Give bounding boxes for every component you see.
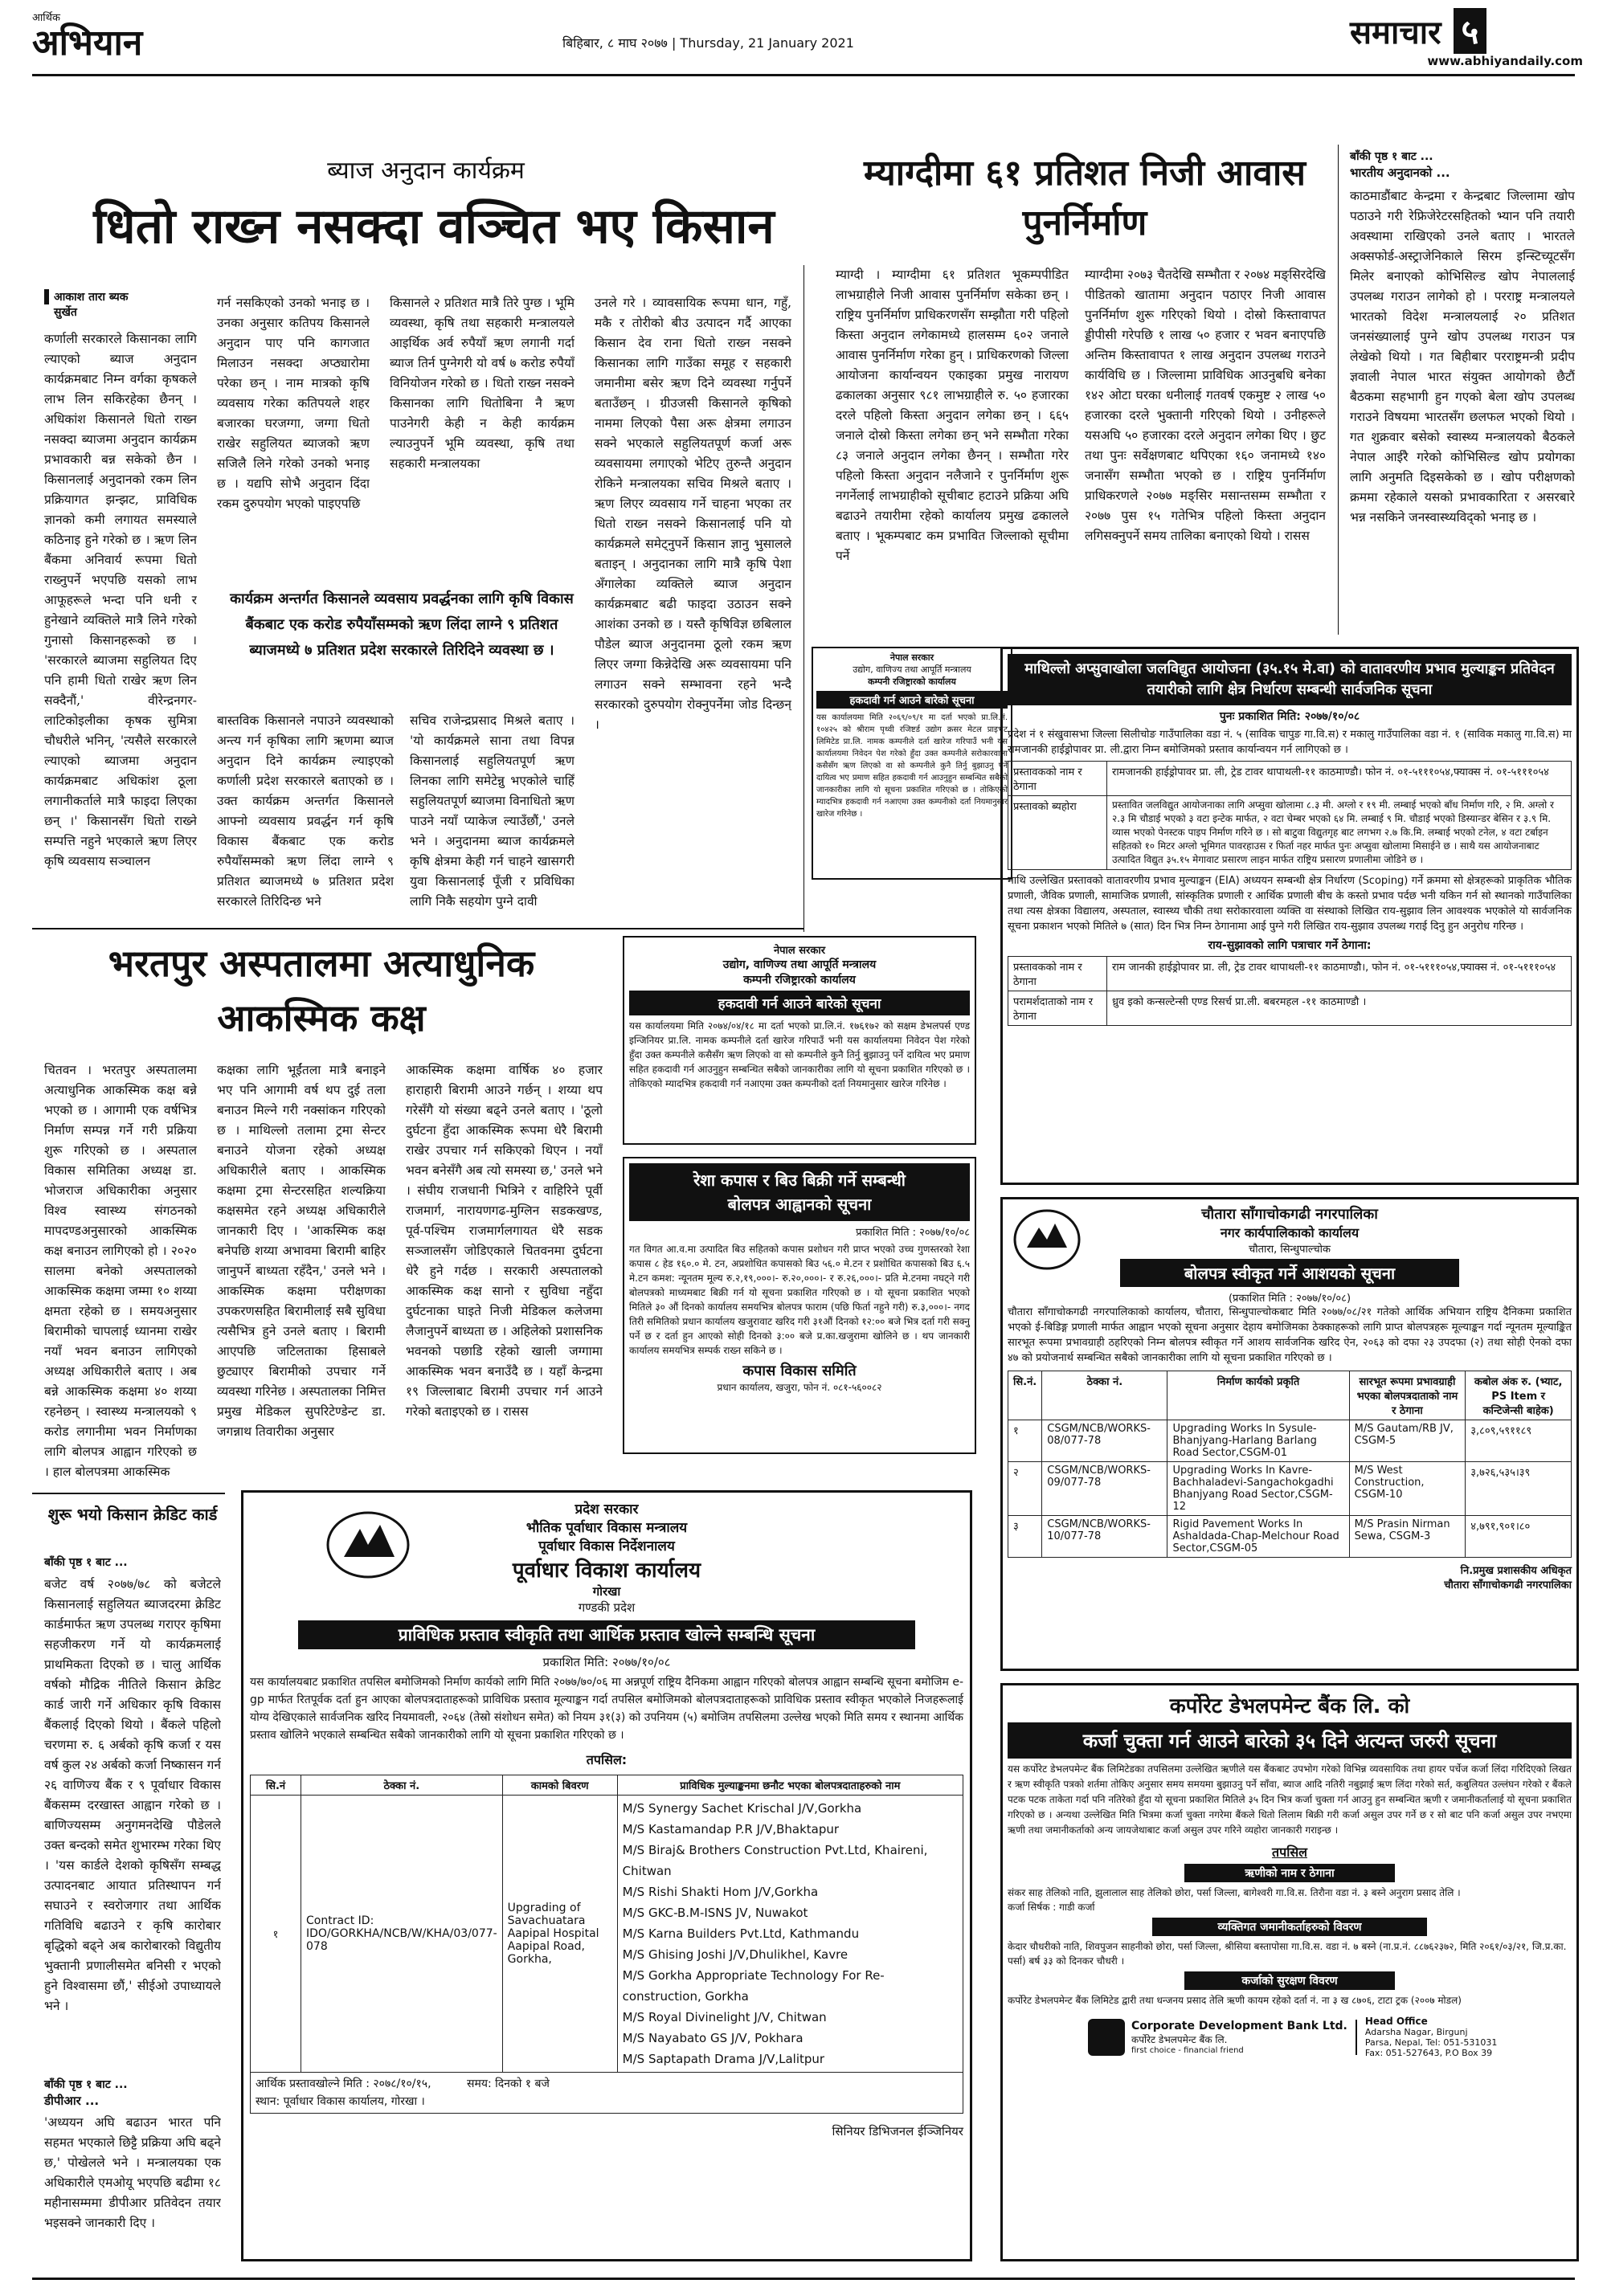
tapasil-label: तपसिल xyxy=(1271,1845,1308,1860)
notice-title: हकदावी गर्न आउने बारेको सूचना xyxy=(816,691,1008,709)
section-name: समाचार xyxy=(1350,14,1441,51)
office-addr: चौतारा, सिन्धुपाल्चोक xyxy=(1249,1244,1331,1256)
jump-label: बाँकी पृष्ठ १ बाट ... xyxy=(44,1556,128,1569)
logo-small: आर्थिक xyxy=(32,12,60,24)
office-label: कम्पनी रजिष्ट्रारको कार्यालय xyxy=(743,974,856,987)
cell: प्रस्तावित जलविद्युत आयोजनाका लागि अप्सुवा खोलामा ८.३ मी. अग्लो र १९ मी. लम्बाई भएको बाँध निर्माण गरि, २ मि. अग्लो र २.३ मि चौडाई भएको ३ वटा इन्टेक मार्फत, २ वटा चेम्बर भएको ६४ मि. लम्बाई ९ मि. चौडाई भएको डिस्यान्डर बेसिन र ३.९ मि. व्यास भएको पेनस्टक पाइप निर्माण गरिने छ । सो बाटुवा विद्युतगृह बाट लगभग २.७ कि.मि. लम्बाई भएको टनेल, ४ वटा टर्बाइन सहितको १० मिटर अग्लो भूमिगत पावरहाउस र फिर्ता नहर मार्फत पुनः अप्सुवा खोलामा मिसाईने छ । साथै यस आयोजनाबाट उत्पादित विद्युत ३५.१५ मेगावाट प्रसारण लाइन मार्फत राष्ट्रिय प्रसारण प्रणालीमा जोडिने छ । xyxy=(1107,796,1572,870)
cell: CSGM/NCB/WORKS-10/077-78 xyxy=(1042,1516,1167,1558)
col-header: कबोल अंक रु. (भ्याट, PS Item र कन्टिजेन्सी बाहेक) xyxy=(1466,1371,1572,1420)
col-header: सि.नं. xyxy=(1008,1371,1042,1420)
bidder: M/S Rishi Shakti Hom J/V,Gorkha xyxy=(622,1885,819,1899)
bidder: M/S GKC-B.M-ISNS JV, Nuwakot xyxy=(622,1906,808,1920)
eia-contact-table xyxy=(1008,956,1572,1026)
header-rule xyxy=(32,74,1575,76)
cell: २ xyxy=(1008,1462,1042,1516)
notice-company-registrar-1 xyxy=(812,647,1012,880)
section-header xyxy=(1350,8,1583,72)
cotton-body: गत विगत आ.व.मा उत्पादित बिउ सहितको कपास प्रशोधन गरी प्राप्त भएको उच्च गुणस्तरको रेशा कपास ८ हेड १६०.० मे. टन, अप्रशोधित कपासको बिउ ५६.० मे.टन र प्रशोधित कपासको बिउ ६.५ मे.टन कमश: न्यूनतम मूल्य रु.२,१९,०००।- रु.२०,०००।- र रु.२६,०००।- प्रति मे.टनमा नघट्ने गरी बोलपत्रको माध्यमबाट बिक्री गर्न यो सूचना प्रकाशित गरिएको छ । यो सूचना प्रकाशित भएको मितिले ३० औं दिनको कार्यालय समयभित्र बोलपत्र फाराम (पछि फिर्ता नहुने गरी) रु.३,०००।- नगद तिरी समितिको प्रधान कार्यालय खजुरावाट खरिद गरी ३१औं दिनको १२:०० बजे भित्र दर्ता गरी सक्नु पर्ने छ र दर्ता हुन आएको सोही दिनको ३:०० बजे प्र.का.खजुरामा खोलिने छ । थप जानकारी कार्यालय समयभित्र सम्पर्क राख्न सकिने छ । xyxy=(629,1244,970,1356)
cell: १ xyxy=(1008,1420,1042,1462)
bidder-table xyxy=(250,1775,963,2114)
col-header: ठेक्का नं. xyxy=(301,1775,503,1796)
story5-headline: भारतीय अनुदानको ... xyxy=(1350,165,1450,180)
story1-col1: कर्णाली सरकारले किसानका लागि ल्याएको ब्याज अनुदान कार्यक्रमबाट निम्न वर्गका कृषकले लाभ लिन सकिरहेका छैनन् । अधिकांश किसानले धितो राख्न नसक्दा ब्याजमा अनुदान कार्यक्रम प्रभावकारी बन्न सकेको छैन । किसानलाई अनुदानको रकम लिन प्रक्रियागत झन्झट, प्राविधिक ज्ञानको कमी लगायत समस्याले कठिनाइ हुने गरेको छ । ऋण लिन बैंकमा अनिवार्य रूपमा धितो राख्नुपर्ने भएपछि यसको लाभ आफूहरूले भन्दा पनि धनी र हुनेखाने व्यक्तिले मात्रै लिने गरेको गुनासो किसानहरूको छ । 'सरकारले ब्याजमा सहुलियत दिए पनि हामी धितो राखेर ऋण लिन सक्दैनौं,' वीरेन्द्रनगर-लाटिकोइलीका कृषक सुमित्रा चौधरीले भनिन्, 'त्यसैले सरकारले ल्याएको ब्याजमा अनुदान कार्यक्रमबाट अधिकांश ठूला लगानीकर्ताले मात्रै फाइदा लिएका छन् ।' किसानसँग धितो राख्ने सम्पत्ति नहुने भएकाले ऋण लिएर कृषि व्यवसाय सञ्चालन xyxy=(44,332,197,868)
cotton-title xyxy=(629,1163,970,1221)
section-text: कर्पोरेट डेभलपमेन्ट बैंक लिमिटेड द्वारी तथा धन्जनय प्रसाद तेलि ऋणी कायम रहेको दर्ता नं. ना ३ ख ८७०६, टाटा ट्रक (२००७ मोडल) xyxy=(1008,1995,1462,2006)
bidder: M/S Kastamandap P.R J/V,Bhaktapur xyxy=(622,1822,840,1836)
column-rule xyxy=(32,928,804,929)
notice-company-registrar-2 xyxy=(623,936,976,1145)
bank-title-2: कर्जा चुक्ता गर्न आउने बारेको ३५ दिने अत्यन्त जरुरी सूचना xyxy=(1008,1722,1572,1759)
masthead-logo xyxy=(32,10,241,66)
notice-body: चौतारा साँगाचोकगढी नगरपालिकाको कार्यालय, चौतारा, सिन्धुपाल्चोकबाट मिति २०७७/०८/२१ गतेको आर्थिक अभियान राष्ट्रिय दैनिकमा प्रकाशित भएको ई-बिडिङ्ग प्रणाली मार्फत आह्वान भएको सूचना अनुसार देहाय बमोजिमका ठेक्काहरूको लागि प्राप्त बोलपत्रहरू मूल्याङ्कन गर्दा न्यूनतम मूल्याङ्कित सारभूत रूपमा प्रभावग्राही ठहरिएको निम्न बोलपत्र स्वीकृत गर्ने आशय सार्वजनिक खरिद ऐन, २०६३ को दफा २३ उपदफा (२) तथा सोही ऐनको दफा ४७ को प्रयोजनार्थ सम्बन्धित सबैको जानकारीका लागि यो सूचना प्रकाशित गरिएको छ । xyxy=(1008,1306,1572,1364)
open-cell xyxy=(251,2073,963,2114)
signatory: सिनियर डिभिजनल ईञ्जिनियर xyxy=(832,2124,963,2139)
open-time: समय: दिनको १ बजे xyxy=(466,2077,550,2090)
notice-chautara xyxy=(1000,1197,1579,1671)
eia-intro: प्रदेश नं १ संखुवासभा जिल्ला सिलीचोङ गाउँपालिका वडा नं. ५ (साविक चापुङ गा.वि.स) र मकालु गाउँपालिका वडा नं. १ (साविक मकालु गा.वि.स) मा रामजानकी हाईड्रोपावर प्रा. ली.द्वारा निम्न बमोजिमको प्रस्ताव कार्यान्वयन गर्न लागिएको छ । xyxy=(1008,729,1572,756)
notice-cotton xyxy=(623,1157,976,1454)
emblem-icon xyxy=(1011,1207,1083,1272)
jump-label-2: बाँकी पृष्ठ १ बाट ... xyxy=(44,2078,128,2091)
story1-col3-lower: सचिव राजेन्द्रप्रसाद मिश्रले बताए । 'यो कार्यक्रमले साना तथा विपन्न किसानलाई सहुलियतपूर्ण ऋण लिनका लागि समेटेन्नु भएकोले चाहिँ सहुलियतपूर्ण ब्याजमा विनाधितो ऋण पाउने नयाँ प्याकेज ल्याउँछौं,' उनले भने । अनुदानमा ब्याज कार्यक्रमले कृषि क्षेत्रमा केही गर्न चाहने खासगरी युवा किसानलाई पूँजी र प्रविधिका लागि निकै सहयोग पुग्ने दावी xyxy=(410,713,575,909)
gov-label: नेपाल सरकार xyxy=(773,945,826,957)
section-bar: ऋणीको नाम र ठेगाना xyxy=(1184,1864,1395,1882)
section-text: संकर साह तेलिको नाति, झुलालाल साह तेलिको छोरा, पर्सा जिल्ला, बागेश्वरी गा.वि.स. तिरौना वडा नं. ३ बस्ने अनुराग प्रसाद तेलि । xyxy=(1008,1887,1461,1898)
directorate-label: पूर्वाधार विकास निर्देशनालय xyxy=(538,1538,675,1554)
col-header: सारभूत रूपमा प्रभावग्राही भएका बोलपत्रदाताको नाम र ठेगाना xyxy=(1349,1371,1466,1420)
bidder: M/S Saptapath Drama J/V,Lalitpur xyxy=(622,2052,825,2066)
notice-title: हकदावी गर्न आउने बारेको सूचना xyxy=(629,991,970,1015)
ministry-label: भौतिक पूर्वाधार विकास मन्त्रालय xyxy=(525,1520,688,1536)
notice-bank xyxy=(1000,1683,1579,2261)
province-label: गण्डकी प्रदेश xyxy=(578,1600,636,1615)
notice-title: प्राविधिक प्रस्ताव स्वीकृति तथा आर्थिक प्रस्ताव खोल्ने सम्बन्धि सूचना xyxy=(298,1620,915,1649)
gov-label: नेपाल सरकार xyxy=(889,652,934,663)
story3-col2: कक्षका लागि भूईंतला मात्रै बनाइने भए पनि आगामी वर्ष थप दुई तला बनाउन मिल्ने गरी नक्सांकन गरिएको छ । माथिल्लो तलामा ट्रमा सेन्टर बनाउने योजना रहेको अध्यक्ष अधिकारीले बताए । आकस्मिक कक्षमा ट्रमा सेन्टरसहित शल्यक्रिया कक्षसमेत रहने अध्यक्ष अधिकारीले जानकारी दिए । 'आकस्मिक कक्ष बनेपछि शय्या अभावमा बिरामी बाहिर जानुपर्ने बाध्यता रहँदैन,' उनले भने । आकस्मिक कक्षमा परीक्षणका उपकरणसहित बिरामीलाई सबै सुविधा त्यसैभित्र हुने उनले बताए । बिरामी आएपछि जटिलताका हिसाबले छुट्याएर बिरामीको उपचार गर्ने व्यवस्था गरिनेछ । अस्पतालका निमित्त प्रमुख मेडिकल सुपरिटेण्डेन्ट डा. जगन्नाथ तिवारीका अनुसार xyxy=(217,1063,386,1439)
cell: ३,७२६,५३५।३९ xyxy=(1466,1462,1572,1516)
cell: प्रस्तावकको नाम र ठेगाना xyxy=(1008,957,1107,991)
jump-label: बाँकी पृष्ठ १ बाट ... xyxy=(1350,150,1433,163)
cell: M/S Prasin Nirman Sewa, CSGM-3 xyxy=(1349,1516,1466,1558)
signatory-org: चौतारा साँगाचोकगढी नगरपालिका xyxy=(1444,1579,1572,1591)
table-row xyxy=(251,1796,963,2073)
col-header: प्राविधिक मुल्याङ्कनमा छनौट भएका बोलपत्रदाताहरुको नाम xyxy=(617,1775,963,1796)
byline-place: सुर्खेत xyxy=(54,306,77,319)
office-label: कम्पनी रजिष्ट्रारको कार्यालय xyxy=(868,676,956,687)
open-place: स्थान: पूर्वाधार विकास कार्यालय, गोरखा । xyxy=(256,2095,425,2108)
cell: ध्रुव इको कन्सल्टेन्सी एण्ड रिसर्च प्रा.ली. बबरमहल -११ काठमाण्डौ । xyxy=(1107,991,1572,1026)
table-row xyxy=(251,2073,963,2114)
bidder: M/S Gorkha Appropriate Technology For Re-construction, Gorkha xyxy=(622,1968,885,2004)
notice-eia xyxy=(1000,647,1579,1185)
story2-col1: म्याग्दी । म्याग्दीमा ६१ प्रतिशत भूकम्पपीडित लाभग्राहीले निजी आवास पुनर्निर्माण सकेका छन् । राष्ट्रिय पुनर्निर्माण प्राधिकरणसँग सम्झौता गरी पहिलो किस्ता अनुदान लगेकामध्ये हालसम्म ६०२ जनाले आवास पुनर्निर्माण गरेका हुन् । प्राधिकरणको जिल्ला आयोजना कार्यान्वयन एकाइका प्रमुख नारायण ढकालका अनुसार ९८१ लाभग्राहीले रु. ५० हजारका दरले पहिलो किस्ता अनुदान लगेका छन् । ६६५ जनाले दोस्रो किस्ता लगेका छन् भने सम्भौता गरेका ८३ जनाले अनुदान लगेका छैनन् । सम्भौता गरेर पहिलो किस्ता अनुदान नलैजाने र पुनर्निर्माण शुरू नगर्नेलाई लाभग्राहीको सूचीबाट हटाउने प्रक्रिया अघि बढाउने तयारीमा रहेको कार्यालय प्रमुख ढकालले बताए । भूकम्पबाट कम प्रभावित जिल्लाको सूचीमा पर्ने xyxy=(836,268,1069,563)
notice-date: प्रकाशित मिति: २०७७/१०/०८ xyxy=(542,1655,671,1669)
cell: Upgrading Works In Sysule-Bhanjyang-Harlang Barlang Road Sector,CSGM-01 xyxy=(1167,1420,1349,1462)
bank-logo-icon xyxy=(1088,2019,1125,2056)
notice-title: बोलपत्र स्वीकृत गर्ने आशयको सूचना xyxy=(1120,1259,1459,1287)
pull-quote: कार्यक्रम अन्तर्गत किसानले व्यवसाय प्रवर्द्धनका लागि कृषि विकास बैंकबाट एक करोड रुपैयाँसम्मको ऋण लिंदा लाग्ने ९ प्रतिशत ब्याजमध्ये ७ प्रतिशत प्रदेश सरकारले तिरिदिने व्यवस्था छ । xyxy=(230,590,574,659)
cell: Rigid Pavement Works In Ashaldada-Chap-Melchour Road Sector,CSGM-05 xyxy=(1167,1516,1349,1558)
cell: ४,७९१,९०१।८० xyxy=(1466,1516,1572,1558)
cotton-date: प्रकाशित मिति : २०७७/१०/०८ xyxy=(856,1227,970,1239)
story2-headline: म्याग्दीमा ६१ प्रतिशत निजी आवास पुनर्निर्माण xyxy=(863,153,1306,243)
cell: Contract ID: IDO/GORKHA/NCB/W/KHA/03/077-078 xyxy=(301,1796,503,2073)
cell: ३ xyxy=(1008,1516,1042,1558)
section-bar: व्यक्तिगत जमानीकर्ताहरुको विवरण xyxy=(1152,1918,1427,1936)
bidder: M/S Karna Builders Pvt.Ltd, Kathmandu xyxy=(622,1926,860,1941)
story-kicker: ब्याज अनुदान कार्यक्रम xyxy=(327,157,525,185)
col-header: निर्माण कार्यको प्रकृति xyxy=(1167,1371,1349,1420)
table-row xyxy=(1008,1516,1572,1558)
footer-rule xyxy=(32,2278,1575,2280)
open-date: आर्थिक प्रस्तावखोल्ने मिति : २०७८/१०/१५, xyxy=(256,2077,431,2090)
story4-body: बजेट वर्ष २०७७/७८ को बजेटले किसानलाई सहुलियत ब्याजदरमा क्रेडिट कार्डमार्फत ऋण उपलब्ध गराएर कृषिमा सहजीकरण गर्ने यो कार्यक्रमलाई प्राथमिकता दिएको छ । चालु आर्थिक वर्षको मौद्रिक नीतिले किसान क्रेडिट कार्ड जारी गर्ने अधिकार कृषि विकास बैंकलाई दिएको थियो । बैंकले पहिलो चरणमा रु. ६ अर्बको कृषि कर्जा र यस वर्ष कुल २४ अर्बको कर्जा निष्कासन गर्न २६ वाणिज्य बैंक र ९ पूर्वाधार विकास बैंकसम्म दरखास्त आह्वान गरेको छ । बाणिज्यसम्म अनुगमनदेखि पौडेलले उक्त बन्दको समेत शुभारम्भ गरेका थिए । 'यस कार्डले देशको कृषिसँग सम्बद्ध उत्पादनबाट आयात प्रतिस्थापन गर्न सघाउने र स्वरोजगार तथा आर्थिक गतिविधि बढाउने र कृषि कारोबार बृद्धिको बढ्ने अब कारोबारको विद्युतीय भुक्तानी प्रणालीसमेत बनिसी र भएको हुने विश्वासमा छौं,' सीईओ उपाध्यायले भने । xyxy=(44,1577,221,2013)
section-text: कर्जा सिर्षक : गाडी कर्जा xyxy=(1008,1902,1095,1913)
signatory: नि.प्रमुख प्रशासकीय अधिकृत xyxy=(1460,1565,1572,1577)
cotton-title-1: रेशा कपास र बिउ बिक्री गर्ने सम्बन्धी xyxy=(693,1170,906,1190)
cell: M/S Gautam/RB JV, CSGM-5 xyxy=(1349,1420,1466,1462)
eia-title: माथिल्लो अप्सुवाखोला जलविद्युत आयोजना (३५.१५ मे.वा) को वातावरणीय प्रभाव मुल्याङ्कन प्रतिवेदन तयारीको लागि क्षेत्र निर्धारण सम्बन्धी सार्वजनिक सूचना xyxy=(1008,654,1572,705)
bidder: M/S Ghising Joshi J/V,Dhulikhel, Kavre xyxy=(622,1947,848,1962)
column-rule xyxy=(1338,145,1339,635)
cell: राम जानकी हाईड्रोपावर प्रा. ली, ट्रेड टावर थापाथली-११ काठमाण्डौ।, फोन नं. ०१-५१११०५४,फ्याक्स नं. ०१-५१११०५४ xyxy=(1107,957,1572,991)
notice-body: यस कार्यालयमा मिति २०६९/०९/१ मा दर्ता भएको प्रा.लि.नं. १०४२५ को श्रीराम पृथ्वी रजिष्टर्ड उद्योग क्रसर मेटल प्राइभेट लिमिटेड प्रा.लि. नामक कम्पनीले दर्ता खारेज गरिपाउँ भनी यस कार्यालयमा निवेदन पेश गरेको हुँदा उक्त कम्पनीले सरोकारवाला कसैसँग ऋण लिएको वा सो कम्पनीले कुनै तिर्नु बुझाउनु पर्ने दायित्व भए प्रमाण सहित हकदावी गर्न आउनुहुन सम्बन्धित सबैको जानकारीका लागि यो सूचना प्रकाशित गरिएको छ । तोकिएको म्यादभित्र हकदावी गर्न नआएमा उक्त कम्पनीको दर्ता नियमानुसार खारेज गरिनेछ । xyxy=(816,713,1008,819)
table-row xyxy=(1008,1462,1572,1516)
cell: रामजानकी हाईड्रोपावर प्रा. ली, ट्रेड टावर थापाथली-११ काठमाण्डौ। फोन नं. ०१-५१११०५४,फ्याक्स नं. ०१-५१११०५४ xyxy=(1107,762,1572,796)
eia-table xyxy=(1008,761,1572,870)
byline-name: आकाश तारा ब्यक xyxy=(44,289,197,304)
cotton-title-2: बोलपत्र आह्वानको सूचना xyxy=(727,1195,872,1214)
cotton-org: कपास विकास समिति xyxy=(742,1362,857,1379)
notice-date: (प्रकाशित मिति : २०७७/१०/०८) xyxy=(1228,1293,1351,1305)
section-text: केदार चौधरीको नाति, शिवपुजन साहनीको छोरा, पर्सा जिल्ला, श्रीसिया बस्तापोसा गा.वि.स. वडा नं. ७ बस्ने (ना.प्र.नं. ८८७६२३७२, मिति २०६१/०३/२१, जि.प्र.का. पर्सा) बर्ष ३३ को दिनकर चौधरी । xyxy=(1008,1941,1567,1967)
col-header: कामको बिवरण xyxy=(502,1775,617,1796)
cell: CSGM/NCB/WORKS-08/077-78 xyxy=(1042,1420,1167,1462)
column-rule xyxy=(32,1493,225,1494)
notice-body: यस कार्यालयबाट प्रकाशित तपसिल बमोजिमको निर्माण कार्यको लागि मिति २०७७/७०/०६ मा अन्नपूर्ण राष्ट्रिय दैनिकमा आह्वान गरिएको बोलपत्र आह्वान सम्बन्धि सूचना बमोजिम e-gp मार्फत रितपूर्वक दर्ता हुन आएका बोलपत्रदाताहरूको प्राविधिक प्रस्ताव मूल्याङ्कन गर्दा तपसिल बमोजिमको बोलपत्रदाताहरूको प्राविधिक प्रस्ताव स्वीकृत भएकोले निजहरूलाई योग्य देखिएकाले सार्वजनिक खरिद नियमावली, २०६४ (तेस्रो संशोधन समेत) को नियम ३१(३) को उपनियम (५) बमोजिम तपसिलमा उल्लेख भएको मिति समय र स्थानमा आर्थिक प्रस्ताव खोलिने भएकाले सम्बन्धित सबैको जानकारीको लागि यो सूचना प्रकाशित गरिएको छ । xyxy=(250,1676,963,1742)
story5-body: काठमाडौंबाट केन्द्रमा र केन्द्रबाट जिल्लामा खोप पठाउने गरी रेफ्रिजेरेटरसहितको भ्यान पनि तयारी अवस्थामा राखिएको उनले बताए । भारतले अक्सफोर्ड-अस्ट्राजेनिकाले सिरम इन्स्टिच्यूटसँग मिलेर बनाएको कोभिसिल्ड खोप नेपाललाई उपलब्ध गराउन लागेको हो । परराष्ट्र मन्त्रालयले भारतको विदेश मन्त्रालयलाई २० प्रतिशत जनसंख्यालाई पुग्ने खोप उपलब्ध गराउन पत्र लेखेको थियो । गत बिहीबार परराष्ट्रमन्त्री प्रदीप ज्ञवाली नेपाल भारत संयुक्त आयोगको छैटौं बैठकमा सहभागी हुन गएको बेला खोप उपलब्ध गराउने विषयमा भारतसँग छलफल भएको थियो । गत शुक्रवार बसेको स्वास्थ्य मन्त्रालयको बैठकले नेपाल आईरै गरेको कोभिसिल्ड खोप प्रयोगका लागि अनुमति दिइसकेको छ । खोप परीक्षणको क्रममा रहेकाले यसको प्रभावकारिता र असरबारे भन्न नसकिने जनस्वास्थ्यविद्को भनाइ छ । xyxy=(1350,189,1575,525)
cell: प्रस्तावकको नाम र ठेगाना xyxy=(1008,762,1107,796)
notice-body: यस कार्यालयमा मिति २०७४/०४/१८ मा दर्ता भएको प्रा.लि.नं. १७६१७२ को सक्षम डेभलपर्स एण्ड इन्जिनियर प्रा.लि. नामक कम्पनीले दर्ता खारेज गरिपाउँ भनी यस कार्यालयमा निवेदन पेश गरेको हुँदा उक्त कम्पनीले कसैसँग ऋण लिएको वा सो कम्पनीले कुनै तिर्नु बुझाउनु पर्ने दायित्व भए प्रमाण सहित हकदावी गर्न आउनुहुन सम्बन्धित सबैको जानकारीका लागि यो सूचना प्रकाशित गरिएको छ । तोकिएको म्यादभित्र हकदावी गर्न नआएमा उक्त कम्पनीको दर्ता नियमानुसार खारेज गरिनेछ । xyxy=(629,1020,970,1089)
bidder: M/S Synergy Sachet Krischal J/V,Gorkha xyxy=(622,1801,862,1816)
notice-gorkha xyxy=(241,1490,972,2261)
bank-logo-block xyxy=(1088,2016,1572,2058)
bank-name-en: Corporate Development Bank Ltd. xyxy=(1131,2019,1347,2032)
emblem-icon xyxy=(324,1509,412,1581)
story3-col1: चितवन । भरतपुर अस्पतालमा अत्याधुनिक आकस्मिक कक्ष बन्ने भएको छ । आगामी एक वर्षभित्र निर्माण सम्पन्न गर्ने गरी प्रक्रिया शुरू गरिएको छ । अस्पताल विकास समितिका अध्यक्ष डा. भोजराज अधिकारीका अनुसार विश्व स्वास्थ्य संगठनको मापदण्डअनुसारको आकस्मिक कक्ष बनाउन लागिएको हो । २०२० सालमा बनेको अस्पतालको आकस्मिक कक्षमा जम्मा १० शय्या क्षमता रहेको छ । समयअनुसार बिरामीको चापलाई ध्यानमा राखेर नयाँ भवन बनाउन लागिएको अध्यक्ष अधिकारीले बताए । अब बन्ने आकस्मिक कक्षमा ४० शय्या रहनेछन् । स्वास्थ्य मन्त्रालयको ९ करोड लगानीमा भवन निर्माणका लागि बोलपत्र आह्वान गरिएको छ । हाल बोलपत्रमा आकस्मिक xyxy=(44,1063,197,1479)
bank-name-np: कर्पोरेट डेभलपमेन्ट बैंक लि. xyxy=(1131,2033,1228,2045)
cell: Upgrading Works In Kavre-Bachhaladevi-Sangachokgadhi Bhanjyang Road Sector,CSGM-12 xyxy=(1167,1462,1349,1516)
eia-sub: राय-सुझावको लागि पत्राचार गर्ने ठेगाना: xyxy=(1208,939,1372,952)
bidder: M/S Nayabato GS J/V, Pokhara xyxy=(622,2031,804,2045)
byline xyxy=(44,289,197,320)
page-number: ५ xyxy=(1454,8,1487,54)
office-label: पूर्वाधार विकाश कार्यालय xyxy=(512,1559,701,1583)
gov-label: प्रदेश सरकार xyxy=(575,1501,639,1518)
story6-headline: डीपीआर ... xyxy=(44,2094,100,2108)
story3-col3: आकस्मिक कक्षमा वार्षिक ४० हजार हाराहारी बिरामी आउने गर्छन् । शय्या थप गरेसँगै यो संख्या बढ्ने उनले बताए । 'ठूलो दुर्घटना हुँदा आकस्मिक रूपमा धेरै बिरामी राखेर उपचार गर्न सकिएको थिएन । नयाँ भवन बनेसँगै अब त्यो समस्या छ,' उनले भने । संघीय राजधानी भित्रिने र वाहिरिने पूर्वी राजमार्ग, नारायणगढ-मुग्लिन सडकखण्ड, पूर्व-पश्चिम राजमार्गलगायत धेरै सडक सञ्जालसँग जोडिएकाले चितवनमा दुर्घटना धेरै हुने गर्दछ । सरकारी अस्पतालको आकस्मिक कक्ष सानो र सुविधा नहुँदा दुर्घटनाका घाइते निजी मेडिकल कलेजमा लैजानुपर्ने बाध्यता छ । अहिलेको प्रशासनिक भवनको पछाडि रहेको खाली जग्गामा आकस्मिक भवन बनाउँदै छ । यहाँ केन्द्रमा १९ जिल्लाबाट बिरामी उपचार गर्न आउने गरेको बताइएको छ । रासस xyxy=(406,1063,603,1419)
logo-text: अभियान xyxy=(32,22,143,63)
bidder: M/S Royal Divinelight J/V, Chitwan xyxy=(622,2010,827,2024)
story2-col2: म्याग्दीमा २०७३ चैतदेखि सम्भौता र २०७४ मङ्सिरदेखि पीडितको खातामा अनुदान पठाएर निजी आवास पुनर्निर्माण शुरू गरिएको थियो । दोस्रो किस्तावापत ड्डीपीसी गरेपछि १ लाख ५० हजार र भवन बनाएपछि अन्तिम किस्तावापत १ लाख अनुदान उपलब्ध गराउने कार्यविधि छ । जिल्लामा प्राविधिक आउनुबधि बनेका १४२ ओटा घरका धनीलाई गतवर्ष एकमुष्ट २ लाख ५० हजारका दरले भुक्तानी गरिएको थियो । उनीहरूले यसअघि ५० हजारका दरले अनुदान लगेका थिए । छुट तथा पुनः सर्वेक्षणबाट थपिएका १६० जनामध्ये १४० जनासँग सम्भौता भएको छ । राष्ट्रिय पुनर्निर्माण प्राधिकरणले २०७७ मङ्सिर मसान्तसम्म सम्भौता र २०७७ पुस १५ गतेभित्र पहिलो किस्ता अनुदान लगिसक्नुपर्ने समय तालिका बनाएको थियो । रासस xyxy=(1085,268,1326,543)
cell: प्रस्तावको ब्यहोरा xyxy=(1008,796,1107,870)
story1-col2-lower: बास्तविक किसानले नपाउने व्यवस्थाको अन्त्य गर्न कृषिका लागि ऋणमा ब्याज अनुदान दिने कार्यक्रम ल्याइएको कर्णाली प्रदेश सरकारले बताएको छ । उक्त कार्यक्रम अन्तर्गत किसानले आफ्नो व्यवसाय प्रवर्द्धन गर्न कृषि विकास बैंकबाट एक करोड रुपैयाँसम्मको ऋण लिंदा लाग्ने ९ प्रतिशत ब्याजमध्ये ७ प्रतिशत प्रदेश सरकारले तिरिदिन्छ भने xyxy=(217,713,394,909)
bank-office: Head Office xyxy=(1364,2016,1428,2027)
website: www.abhiyandaily.com xyxy=(1427,54,1583,68)
section-bar: कर्जाको सुरक्षण विवरण xyxy=(1184,1971,1395,1990)
cell: परामर्शदाताको नाम र ठेगाना xyxy=(1008,991,1107,1026)
tender-table xyxy=(1008,1371,1572,1558)
bank-tagline: first choice - financial friend xyxy=(1131,2045,1244,2055)
eia-body: माथि उल्लेखित प्रस्तावको वातावरणीय प्रभाव मुल्याङ्कन (EIA) अध्ययन सम्बन्धी क्षेत्र निर्धारण (Scoping) गर्ने क्रममा सो क्षेत्रहरूको प्राकृतिक भौतिक प्रणाली, जैविक प्रणाली, सामाजिक प्रणाली, सांस्कृतिक प्रणाली र आर्थिक प्रणाली बीच के कस्तो प्रभाव पर्दछ भनी यकिन गर्न सो स्थानको गाउँपालिका तथा त्यस क्षेत्रका विद्यालय, अस्पताल, स्वास्थ्य चौकी तथा सरोकारवाला व्यक्ति वा संस्थाको लिखित राय-सुझाव लिन आवश्यक भएकोले यो सार्वजनिक सूचना प्रकाशन भएको मितिले ७ (सात) दिन भित्र निम्न ठेगानामा आई पुग्ने गरी लिखित राय-सुझाव उपलब्ध गराई दिनु हुन अनुरोध गरिन्छ । xyxy=(1008,875,1572,933)
cell: CSGM/NCB/WORKS-09/077-78 xyxy=(1042,1462,1167,1516)
cell: १ xyxy=(251,1796,301,2073)
org-name: चौतारा साँगाचोकगढी नगरपालिका xyxy=(1201,1206,1378,1223)
cell: Upgrading of Savachuatara Aapipal Hospital Aapipal Road, Gorkha, xyxy=(502,1796,617,2073)
bank-title-1: कर्पोरेट डेभलपमेन्ट बैंक लि. को xyxy=(1169,1694,1410,1718)
office-name: नगर कार्यपालिकाको कार्यालय xyxy=(1220,1225,1360,1240)
bank-addr: Parsa, Nepal, Tel: 051-531031 xyxy=(1364,2037,1498,2048)
ministry-label: उद्योग, वाणिज्य तथा आपूर्ति मन्त्रालय xyxy=(853,664,971,675)
dateline: बिहिबार, ८ माघ २०७७ | Thursday, 21 January 2021 xyxy=(562,35,854,51)
district-label: गोरखा xyxy=(592,1584,621,1599)
cotton-addr: प्रधान कार्यालय, खजुरा, फोन नं. ०८१-५६००८२ xyxy=(717,1382,882,1393)
col-header: सि.नं xyxy=(251,1775,301,1796)
eia-date: पुनः प्रकाशित मिति: २०७७/१०/०८ xyxy=(1219,710,1360,723)
table-row xyxy=(1008,1420,1572,1462)
cell: M/S West Construction, CSGM-10 xyxy=(1349,1462,1466,1516)
tapasil-label: तपसिल: xyxy=(586,1752,628,1767)
story4-headline: शुरू भयो किसान क्रेडिट कार्ड xyxy=(47,1505,218,1524)
story1-headline: धितो राख्न नसक्दा वञ्चित भए किसान xyxy=(93,198,775,255)
story1-col2: गर्न नसकिएको उनको भनाइ छ । उनका अनुसार कतिपय किसानले अनुदान पाए पनि कागजात मिलाउन नसक्दा अप्ठ्यारोमा परेका छन् । नाम मात्रको कृषि व्यवसाय गरेका कतिपयले शहर बजारका घरजग्गा, जग्गा धितो राखेर सहुलियत ब्याजको ऋण सजिलै लिने गरेको उनको भनाइ छ । यद्यपि सोभै अनुदान दिंदा रकम दुरुपयोग भएको पाइएपछि xyxy=(217,296,370,511)
bidders-cell xyxy=(617,1796,963,2073)
story1-col4: उनले गरे । व्यावसायिक रूपमा धान, गहुँ, मकै र तोरीको बीउ उत्पादन गर्दै आएका किसान देव राना धितो राख्न नसक्ने किसानका लागि गाउँका समूह र सहकारी जमानीमा बसेर ऋण दिने व्यवस्था गर्नुपर्ने बताउँछन् । ग्रीउजसी किसानले कृषिको नाममा लिएको पैसा अरू क्षेत्रमा लगाउन सक्ने भएकाले सहुलियतपूर्ण कर्जा अरू व्यवसायमा लगाएको भेटिए तुरुन्तै अनुदान रोकिने मन्त्रालयका सचिव मिश्रले बताए । ऋण लिएर व्यवसाय गर्ने चाहना भएका तर धितो राख्न नसक्ने किसानलाई पनि यो कार्यक्रमले समेट्नुपर्ने किसान ज्ञानु भुसालले बताइन् । अनुदानका लागि मात्रै कृषि पेशा अँगालेका व्यक्तिले ब्याज अनुदान कार्यक्रमबाट बढी फाइदा उठाउन सक्ने आशंका उनको छ । यस्तै कृषिविज्ञ छबिलाल पौडेल ब्याज अनुदानमा ठूलो रकम ऋण लिएर जग्गा किन्नेदेखि अरू व्यवसायमा पनि लगाउन सक्ने सम्भावना रहने भन्दै सरकारको दुरुपयोग रोक्नुपर्नेमा जोड दिन्छन् । xyxy=(595,296,791,732)
bank-addr: Fax: 051-527643, P.O Box 39 xyxy=(1364,2048,1493,2058)
bidder: M/S Biraj& Brothers Construction Pvt.Ltd, Khaireni, Chitwan xyxy=(622,1843,928,1878)
bank-addr: Adarsha Nagar, Birgunj xyxy=(1364,2027,1468,2037)
cell: ३,८०९,५९११८९ xyxy=(1466,1420,1572,1462)
bank-body: यस कर्पोरेट डेभलपमेन्ट बैंक लिमिटेडका तपसिलमा उल्लेखित ऋणीले यस बैंकबाट उपभोग गरेको विभिन्न व्यवसायिक तथा हायर पर्चेज कर्जा लिंदा गरिदिएको लिखत र ऋण स्वीकृति पत्रको शर्तमा तोकिए अनुसार समय समयमा बुझाउनु पर्ने साँवा, ब्याज आदि नतिरी नबुझाई ऋण लिंदा गरेको सर्त, कबुलियत उल्लंघन गरेको र बैंकले पटक पटक ताकेता गर्दा पनि नतिरेको हुँदा यो सूचना प्रकाशित मितिले ३५ दिन भित्र कर्जा चुक्ता गर्न आउनु हुन सम्बन्धित ऋणी र जमानीकर्तालाई यो सूचना प्रकाशित गरिएको छ । अन्यथा उल्लेखित मिति भित्रमा कर्जा चुक्ता नगरेमा बैंकले धितो लिलाम बिक्री गरी कर्जा असुल उपर गर्ने छ र सो बाट पनि कर्जा असुल उपर नभएमा ऋणी तथा जमानीकर्ताको अन्य जायजेथाबाट कर्जा असुल उपर गरिने व्यहोरा जानकारी गराइन्छ । xyxy=(1008,1763,1572,1836)
col-header: ठेक्का नं. xyxy=(1042,1371,1167,1420)
story3-headline: भरतपुर अस्पतालमा अत्याधुनिक आकस्मिक कक्ष xyxy=(108,942,535,1040)
story6-body: 'अध्ययन अघि बढाउन भारत पनि सहमत भएकाले छिट्टै प्रक्रिया अघि बढ्ने छ,' पोखेलले भने । मन्त्रालयका एक अधिकारीले एमओयू भएपछि बढीमा १८ महीनासम्ममा डीपीआर प्रतिवेदन तयार भइसक्ने जानकारी दिए । xyxy=(44,2115,221,2230)
story1-col3: किसानले २ प्रतिशत मात्रै तिरे पुग्छ । भूमि व्यवस्था, कृषि तथा सहकारी मन्त्रालयले आइर्थिक अर्व रुपैयाँ ऋण लगानी गर्दा ब्याज तिर्न पुग्नेगरी यो वर्ष ७ करोड रुपैयाँ विनियोजन गरेको छ । धितो राख्न नसक्ने किसानका लागि धितोबिना नै ऋण पाउनेगरी केही न केही कार्यक्रम ल्याउनुपर्ने भूमि व्यवस्था, कृषि तथा सहकारी मन्त्रालयका xyxy=(390,296,575,471)
ministry-label: उद्योग, वाणिज्य तथा आपूर्ति मन्त्रालय xyxy=(722,958,877,971)
